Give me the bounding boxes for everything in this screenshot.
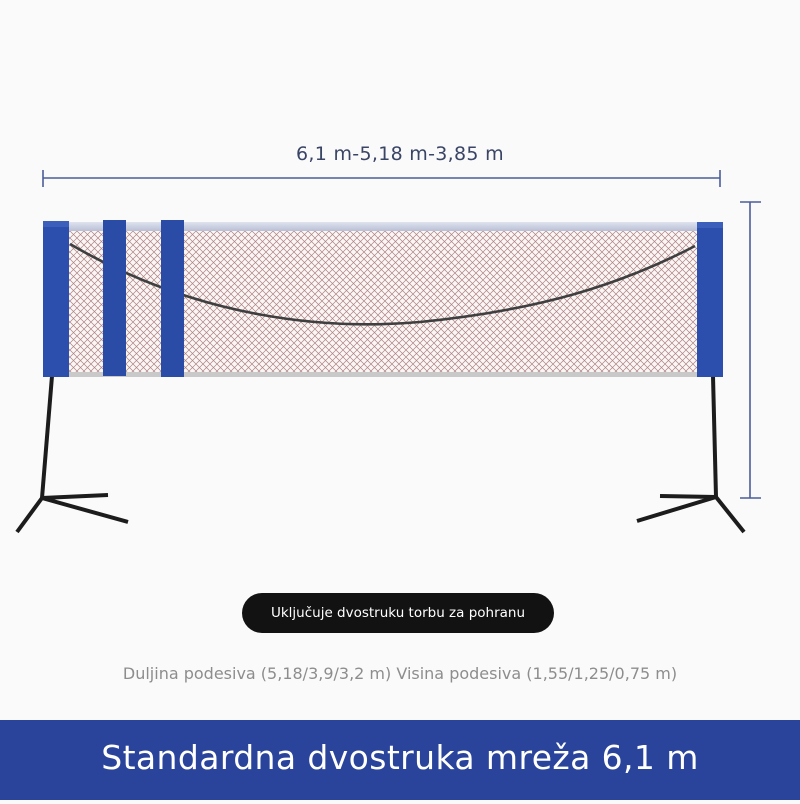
height-dimension-line bbox=[740, 202, 761, 498]
right-stand bbox=[637, 376, 744, 532]
adjustable-specs-text: Duljina podesiva (5,18/3,9/3,2 m) Visina podesiva (1,55/1,25/0,75 m) bbox=[122, 664, 678, 683]
footer-title: Standardna dvostruka mreža 6,1 m bbox=[101, 738, 699, 777]
footer-banner bbox=[0, 720, 800, 800]
left-stand bbox=[17, 376, 128, 532]
width-dimension-label: 6,1 m-5,18 m-3,85 m bbox=[296, 143, 504, 165]
width-dimension-line bbox=[43, 170, 720, 187]
storage-bag-badge: Uključuje dvostruku torbu za pohranu bbox=[242, 593, 554, 633]
